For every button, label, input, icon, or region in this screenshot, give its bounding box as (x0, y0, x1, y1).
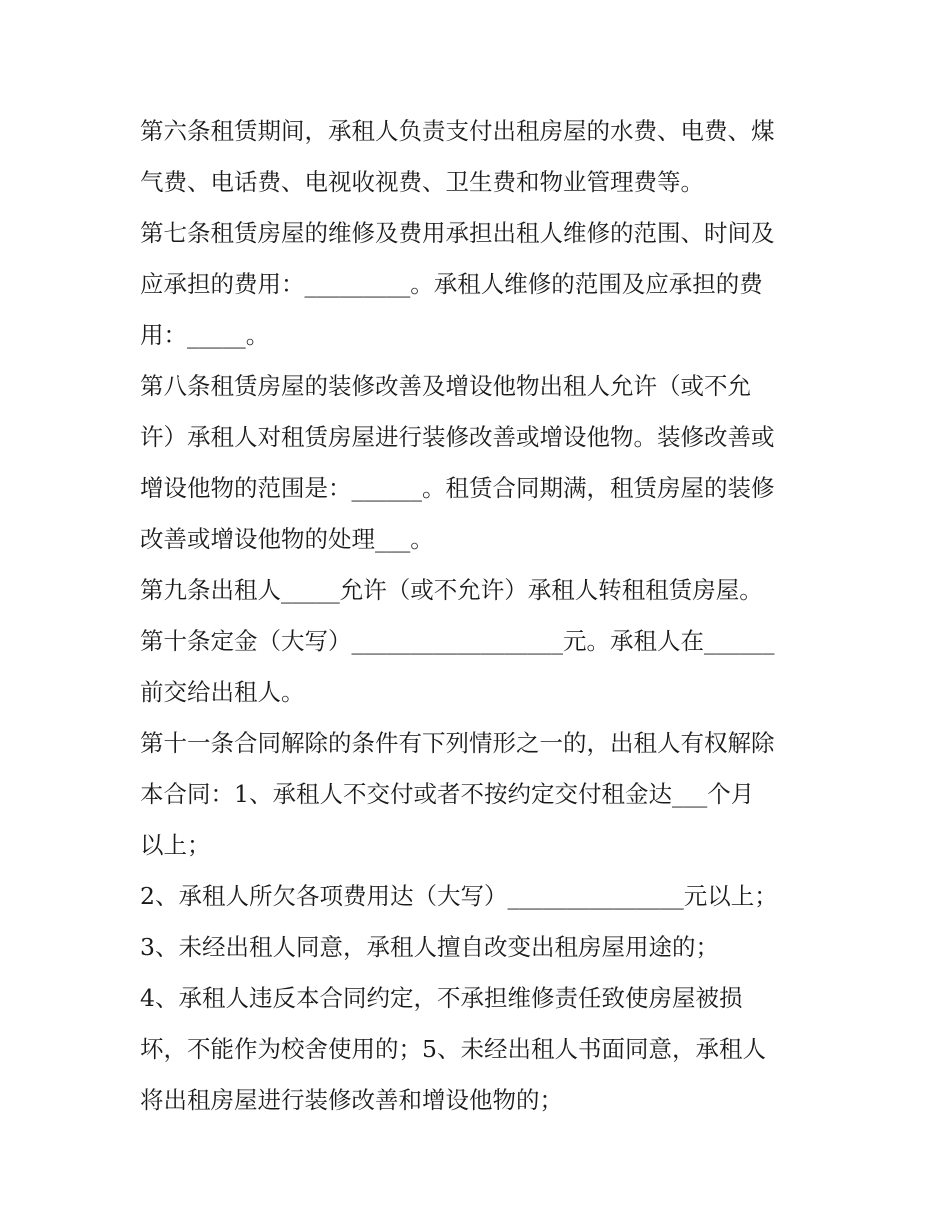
text-line: 第九条出租人_____允许（或不允许）承租人转租租赁房屋。 (140, 576, 763, 604)
text-line: 用：_____。 (140, 321, 270, 349)
text-line: 前交给出租人。 (140, 678, 305, 706)
text-line: 坏，不能作为校舍使用的；5、未经出租人书面同意，承租人 (140, 1035, 766, 1063)
clause-9 (140, 565, 820, 616)
text-line: 第八条租赁房屋的装修改善及增设他物出租人允许（或不允 (140, 372, 751, 400)
clause-11-item-3 (140, 922, 820, 973)
clause-11-item-2 (140, 871, 820, 922)
text-line: 气费、电话费、电视收视费、卫生费和物业管理费等。 (140, 168, 704, 196)
text-line: 第七条租赁房屋的维修及费用承担出租人维修的范围、时间及 (140, 219, 775, 247)
text-line: 4、承租人违反本合同约定，不承担维修责任致使房屋被损 (140, 984, 743, 1012)
text-line: 将出租房屋进行装修改善和增设他物的； (140, 1086, 563, 1114)
text-line: 应承担的费用：_________。承租人维修的范围及应承担的费 (140, 270, 763, 298)
text-line: 许）承租人对租赁房屋进行装修改善或增设他物。装修改善或 (140, 423, 775, 451)
text-line: 本合同：1、承租人不交付或者不按约定交付租金达___个月 (140, 780, 755, 808)
text-line: 2、承租人所欠各项费用达（大写）_______________元以上； (140, 882, 778, 910)
text-line: 第六条租赁期间，承租人负责支付出租房屋的水费、电费、煤 (140, 117, 775, 145)
text-line: 增设他物的范围是：______。租赁合同期满，租赁房屋的装修 (140, 474, 775, 502)
clause-6 (140, 106, 820, 208)
text-line: 第十条定金（大写）__________________元。承租人在______ (140, 627, 775, 655)
text-line: 改善或增设他物的处理___。 (140, 525, 434, 553)
clause-7 (140, 208, 820, 361)
text-line: 3、未经出租人同意，承租人擅自改变出租房屋用途的； (140, 933, 719, 961)
clause-11-item-4-5 (140, 973, 820, 1126)
clause-8 (140, 361, 820, 565)
clause-11 (140, 718, 820, 871)
clause-10 (140, 616, 820, 718)
text-line: 第十一条合同解除的条件有下列情形之一的，出租人有权解除 (140, 729, 775, 757)
text-line: 以上； (140, 831, 211, 859)
document-body (140, 106, 820, 1126)
